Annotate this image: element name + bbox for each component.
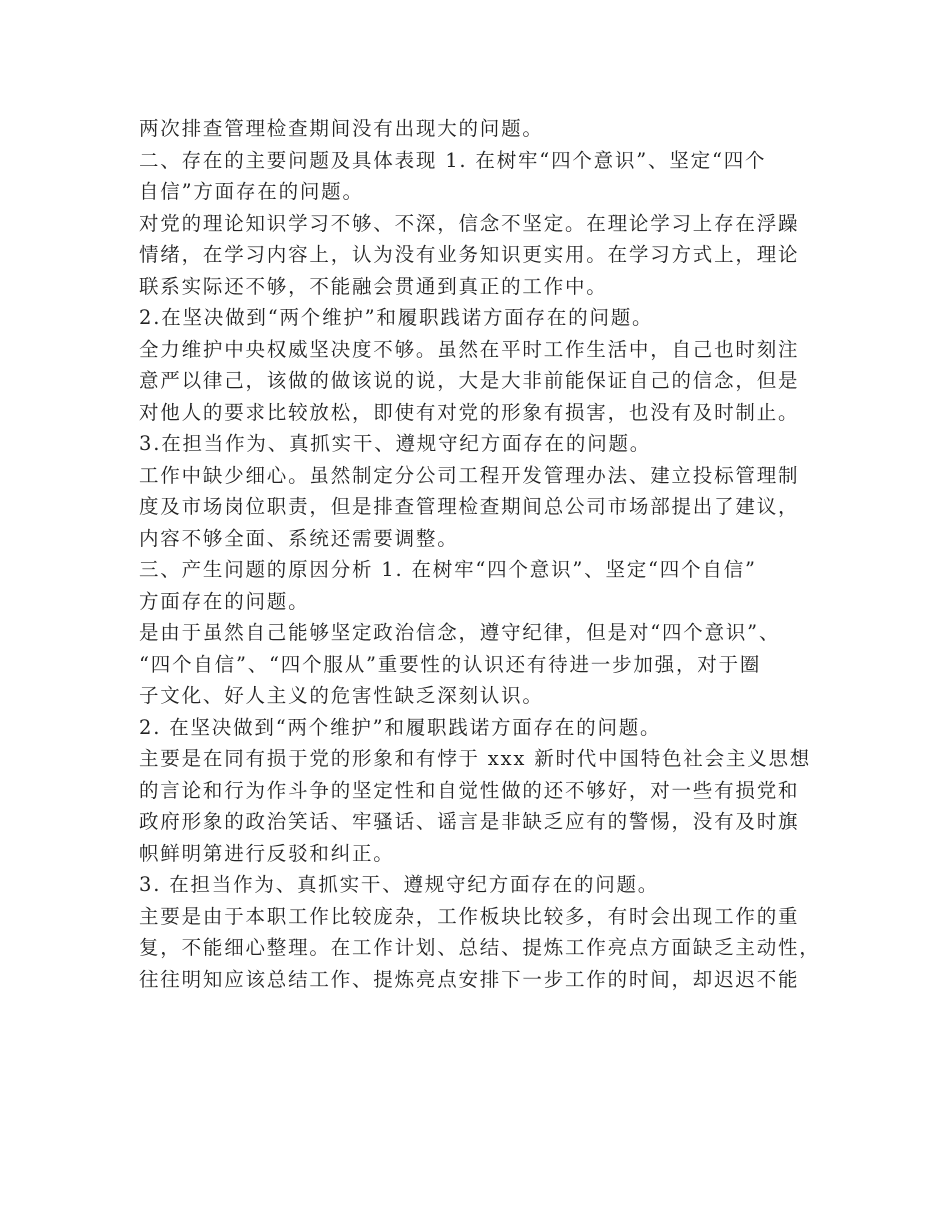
text-line: 对党的理论知识学习不够、不深，信念不坚定。在理论学习上存在浮躁 (139, 211, 800, 235)
text-line: 意严以律己，该做的做该说的说，大是大非前能保证自己的信念，但是 (139, 369, 800, 392)
text-line: 情绪，在学习内容上，认为没有业务知识更实用。在学习方式上，理论 (139, 243, 800, 266)
text-line: 政府形象的政治笑话、牢骚话、谣言是非缺乏应有的警惕，没有及时旗 (139, 810, 800, 833)
text-line: 主要是在同有损于党的形象和有悖于 xxx 新时代中国特色社会主义思想 (139, 747, 812, 770)
text-line: 联系实际还不够，不能融会贯通到真正的工作中。 (139, 274, 608, 298)
text-line: 主要是由于本职工作比较庞杂，工作板块比较多，有时会出现工作的重 (139, 904, 800, 928)
text-line: 工作中缺少细心。虽然制定分公司工程开发管理办法、建立投标管理制 (139, 463, 800, 487)
text-line: “四个自信”、“四个服从”重要性的认识还有待进一步加强，对于圈 (139, 652, 762, 676)
text-line: 是由于虽然自己能够坚定政治信念，遵守纪律，但是对“四个意识”、 (139, 621, 781, 644)
document-body (139, 113, 829, 995)
subheading: 2.在坚决做到“两个维护”和履职践诺方面存在的问题。 (139, 306, 654, 329)
text-line: 方面存在的问题。 (139, 589, 310, 613)
text-line: 子文化、好人主义的危害性缺乏深刻认识。 (139, 684, 544, 707)
subheading: 3. 在担当作为、真抓实干、遵规守纪方面存在的问题。 (139, 873, 660, 896)
section-heading: 三、产生问题的原因分析 1. 在树牢“四个意识”、坚定“四个自信” (139, 558, 757, 581)
text-line: 帜鲜明第进行反驳和纠正。 (139, 841, 395, 865)
text-line: 自信”方面存在的问题。 (139, 180, 364, 203)
text-line: 对他人的要求比较放松，即使有对党的形象有损害，也没有及时制止。 (139, 400, 800, 424)
text-line: 两次排查管理检查期间没有出现大的问题。 (139, 117, 544, 140)
text-line: 的言论和行为作斗争的坚定性和自觉性做的还不够好，对一些有损党和 (139, 778, 800, 802)
section-heading: 二、存在的主要问题及具体表现 1. 在树牢“四个意识”、坚定“四个 (139, 148, 767, 172)
text-line: 复，不能细心整理。在工作计划、总结、提炼工作亮点方面缺乏主动性， (139, 936, 821, 959)
text-line: 全力维护中央权威坚决度不够。虽然在平时工作生活中，自己也时刻注 (139, 337, 800, 361)
text-line: 度及市场岗位职责，但是排查管理检查期间总公司市场部提出了建议， (139, 495, 800, 518)
text-line: 往往明知应该总结工作、提炼亮点安排下一步工作的时间，却迟迟不能 (139, 967, 800, 991)
subheading: 2. 在坚决做到“两个维护”和履职践诺方面存在的问题。 (139, 715, 662, 739)
subheading: 3.在担当作为、真抓实干、遵规守纪方面存在的问题。 (139, 432, 652, 455)
text-line: 内容不够全面、系统还需要调整。 (139, 526, 459, 550)
